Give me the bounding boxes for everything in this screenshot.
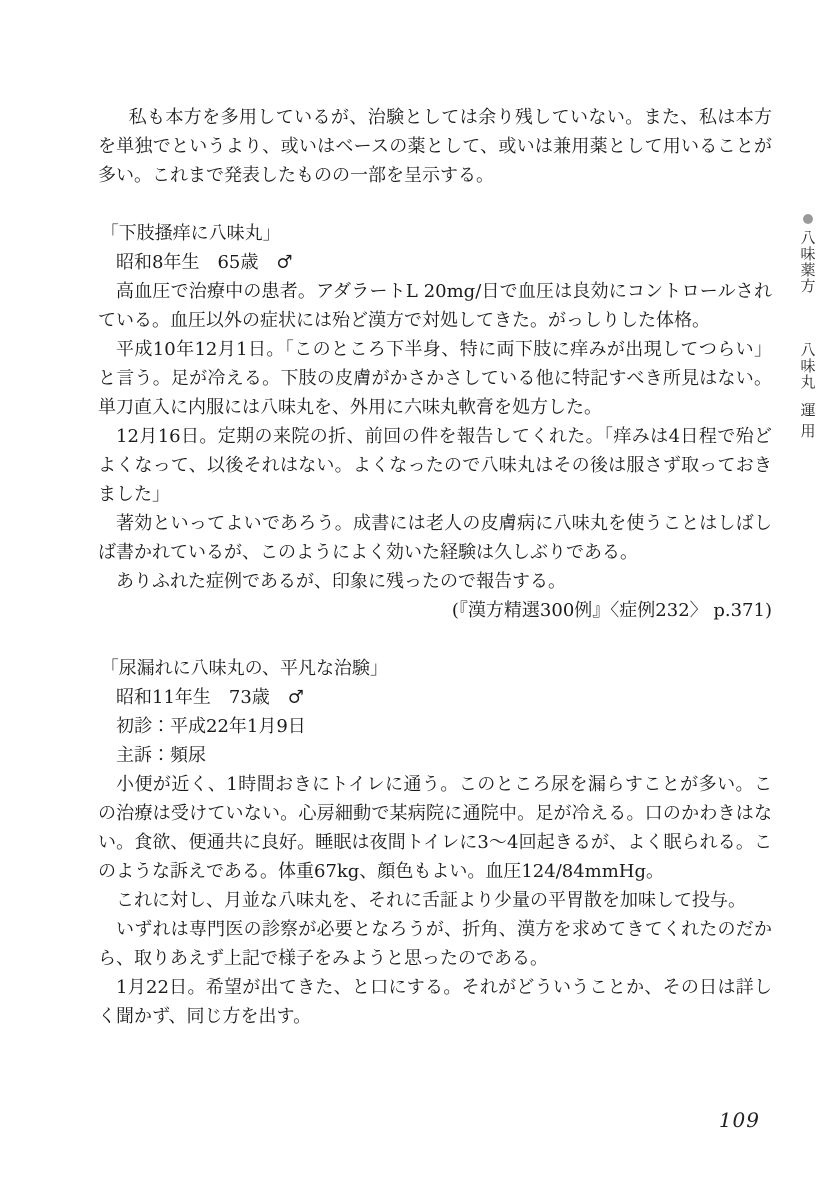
intro-paragraph: 私も本方を多用しているが、治験としては余り残していない。また、私は本方を単独でというより、或いはベースの薬として、或いは兼用薬として用いることが多い。これまで発表したものの一部を呈示する。 (98, 107, 772, 186)
case2-paragraph-1: 小便が近く、1時間おきにトイレに通う。このところ尿を漏らすことが多い。この治療は受けていない。心房細動で某病院に通院中。足が冷える。口のかわきはない。食欲、便通共に良好。睡眠は夜間トイレに3～4回起きるが、よく眠られる。このような訴えである。体重67kg、顔色もよい。血圧124/84mmHg。 (98, 774, 772, 882)
case1-paragraph-1: 高血圧で治療中の患者。アダラートL 20mg/日で血圧は良効にコントロールされている。血圧以外の症状には殆ど漢方で対処してきた。がっしりした体格。 (98, 281, 772, 331)
page-content (98, 103, 772, 1031)
page-number: 109 (718, 1108, 760, 1132)
case1-paragraph-3: 12月16日。定期の来院の折、前回の件を報告してくれた。「痒みは4日程で殆どよくなって、以後それはない。よくなったので八味丸はその後は服さず取っておきました」 (98, 426, 772, 505)
case1-paragraph-5: ありふれた症例であるが、印象に残ったので報告する。 (116, 571, 566, 592)
case1-citation: (『漢方精選300例』〈症例232〉 p.371) (451, 600, 772, 621)
case1-paragraph-2: 平成10年12月1日。「このところ下半身、特に両下肢に痒みが出現してつらい」と言う。足が冷える。下肢の皮膚がかさかさしている他に特記すべき所見はない。単刀直入に内服には八味丸を、外用に六味丸軟膏を処方した。 (98, 339, 772, 418)
case2-paragraph-3: いずれは専門医の診察が必要となろうが、折角、漢方を求めてきてくれたのだから、取りあえず上記で様子をみようと思ったのである。 (98, 919, 772, 969)
case1-paragraph-4: 著効といってよいであろう。成書には老人の皮膚病に八味丸を使うことはしばしば書かれているが、このようによく効いた経験は久しぶりである。 (98, 513, 772, 563)
case1-patient-info: 昭和8年生 65歳 ♂ (116, 252, 293, 273)
margin-tab (798, 214, 818, 444)
margin-section-label: 八味丸 (798, 342, 817, 390)
section-gap (98, 190, 772, 219)
section-bullet-icon (803, 214, 813, 224)
section-gap (98, 625, 772, 654)
case2-title: 「尿漏れに八味丸の、平凡な治験」 (100, 658, 388, 679)
case2-chief-complaint: 主訴：頻尿 (116, 745, 206, 766)
case2-paragraph-4: 1月22日。希望が出てきた、と口にする。それがどういうことか、その日は詳しく聞かず、同じ方を出す。 (98, 977, 772, 1027)
case1-title: 「下肢搔痒に八味丸」 (100, 223, 281, 244)
case2-patient-info: 昭和11年生 73歳 ♂ (116, 687, 304, 708)
case2-paragraph-2: これに対し、月並な八味丸を、それに舌証より少量の平胃散を加味して投与。 (116, 890, 746, 911)
margin-chapter-label: 八味薬方 (798, 230, 817, 294)
margin-subsection-label: 運用 (798, 402, 817, 444)
case2-first-visit: 初診：平成22年1月9日 (116, 716, 306, 737)
